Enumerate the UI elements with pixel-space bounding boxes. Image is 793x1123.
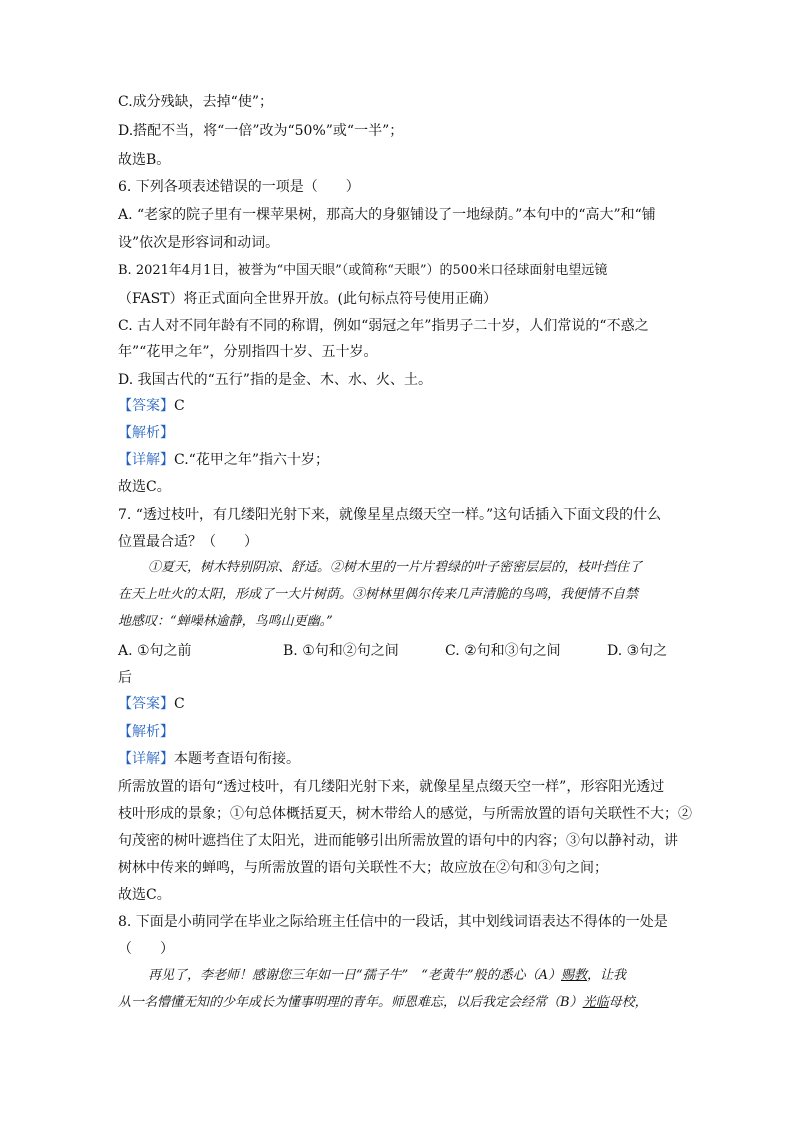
- answer-value: C: [174, 398, 185, 414]
- answer-value: C: [174, 696, 185, 712]
- underlined-word-b: 光临: [582, 995, 609, 1010]
- q8-passage-line2: [118, 993, 648, 1013]
- q7-explanation-line1: 所需放置的语句“透过枝叶，有几缕阳光射下来，就像星星点缀天空一样”，形容阳光透过: [118, 779, 665, 795]
- q7-option-d-wrap: 后: [118, 670, 132, 686]
- q8-passage-text: ，让我: [587, 968, 627, 983]
- q6-choose: 故选C。: [118, 479, 171, 495]
- q6-stem: 6. 下列各项表述错误的一项是（ ）: [118, 179, 360, 195]
- q7-stem-line1: 7. “透过枝叶，有几缕阳光射下来，就像星星点缀天空一样。”这句话插入下面文段的什么: [118, 507, 662, 523]
- q7-explanation-line2: 枝叶形成的景象；①句总体概括夏天，树木带给人的感觉，与所需放置的语句关联性不大；②: [118, 806, 692, 822]
- q7-analysis-tag: 【解析】: [118, 724, 174, 740]
- q6-option-b-line1: B. 2021年4月1日，被誉为“中国天眼”（或简称“天眼”）的500米口径球面射电望远镜: [118, 263, 608, 278]
- q6-analysis-tag: 【解析】: [118, 425, 174, 441]
- q8-stem-line1: 8. 下面是小萌同学在毕业之际给班主任信中的一段话，其中划线词语表达不得体的一处是: [118, 914, 668, 930]
- q7-option-c: C. ②句和③句之间: [445, 643, 561, 659]
- q8-stem-line2: （ ）: [118, 941, 174, 957]
- q7-option-d: D. ③句之: [607, 643, 668, 659]
- q7-choose: 故选C。: [118, 887, 171, 903]
- q7-stem-line2: 位置最合适？（ ）: [118, 534, 258, 550]
- q8-passage-text: 母校，: [608, 995, 648, 1010]
- q6-option-a-line1: A. “老家的院子里有一棵苹果树，那高大的身躯铺设了一地绿荫。”本句中的“高大”和“铺: [118, 207, 656, 223]
- q7-option-a: A. ①句之前: [118, 643, 192, 659]
- q6-option-c-line2: 年”“花甲之年”，分别指四十岁、五十岁。: [118, 344, 378, 360]
- q8-passage-line1: [148, 966, 626, 986]
- detail-text: C.“花甲之年”指六十岁；: [174, 452, 329, 468]
- q7-passage-line3: 地感叹：“蝉噪林逾静，鸟鸣山更幽。”: [118, 614, 333, 629]
- q6-answer: [118, 396, 185, 416]
- answer-tag: 【答案】: [118, 398, 174, 414]
- q5-option-d-explanation: D.搭配不当，将“一倍”改为“50%”或“一半”；: [118, 123, 404, 139]
- detail-tag: 【详解】: [118, 751, 174, 767]
- q7-option-b: B. ①句和②句之间: [283, 643, 399, 659]
- detail-text: 本题考查语句衔接。: [174, 751, 300, 767]
- q5-option-c-explanation: C.成分残缺，去掉“使”；: [118, 94, 273, 110]
- q8-passage-text: 从一名懵懂无知的少年成长为懂事明理的青年。师恩难忘，以后我定会经常（B）: [118, 995, 583, 1010]
- underlined-word-a: 赐教: [560, 968, 587, 983]
- q7-explanation-line3: 句茂密的树叶遮挡住了太阳光，进而能够引出所需放置的语句中的内容；③句以静衬动，讲: [118, 833, 678, 849]
- q6-option-a-line2: 设”依次是形容词和动词。: [118, 235, 280, 251]
- q7-passage-line1: ①夏天，树木特别阴凉、舒适。②树木里的一片片碧绿的叶子密密层层的，枝叶挡住了: [148, 560, 643, 575]
- q8-passage-text: 再见了，李老师！感谢您三年如一日“孺子牛” “老黄牛”般的悉心（A）: [148, 968, 561, 983]
- q5-choose: 故选B。: [118, 152, 171, 168]
- q7-explanation-line4: 树林中传来的蝉鸣，与所需放置的语句关联性不大；故应放在②句和③句之间；: [118, 860, 608, 876]
- q7-passage-line2: 在天上吐火的太阳，形成了一大片树荫。③树林里偶尔传来几声清脆的鸟鸣，我便情不自禁: [118, 587, 639, 602]
- q7-answer: [118, 694, 185, 714]
- q6-option-d: D. 我国古代的“五行”指的是金、木、水、火、土。: [118, 372, 432, 388]
- answer-tag: 【答案】: [118, 696, 174, 712]
- detail-tag: 【详解】: [118, 452, 174, 468]
- q6-detail: [118, 450, 329, 470]
- q6-option-b-line2: （FAST）将正式面向全世界开放。(此句标点符号使用正确）: [118, 291, 497, 307]
- q6-option-c-line1: C. 古人对不同年龄有不同的称谓，例如“弱冠之年”指男子二十岁，人们常说的“不惑之: [118, 318, 649, 334]
- q7-detail: [118, 749, 300, 769]
